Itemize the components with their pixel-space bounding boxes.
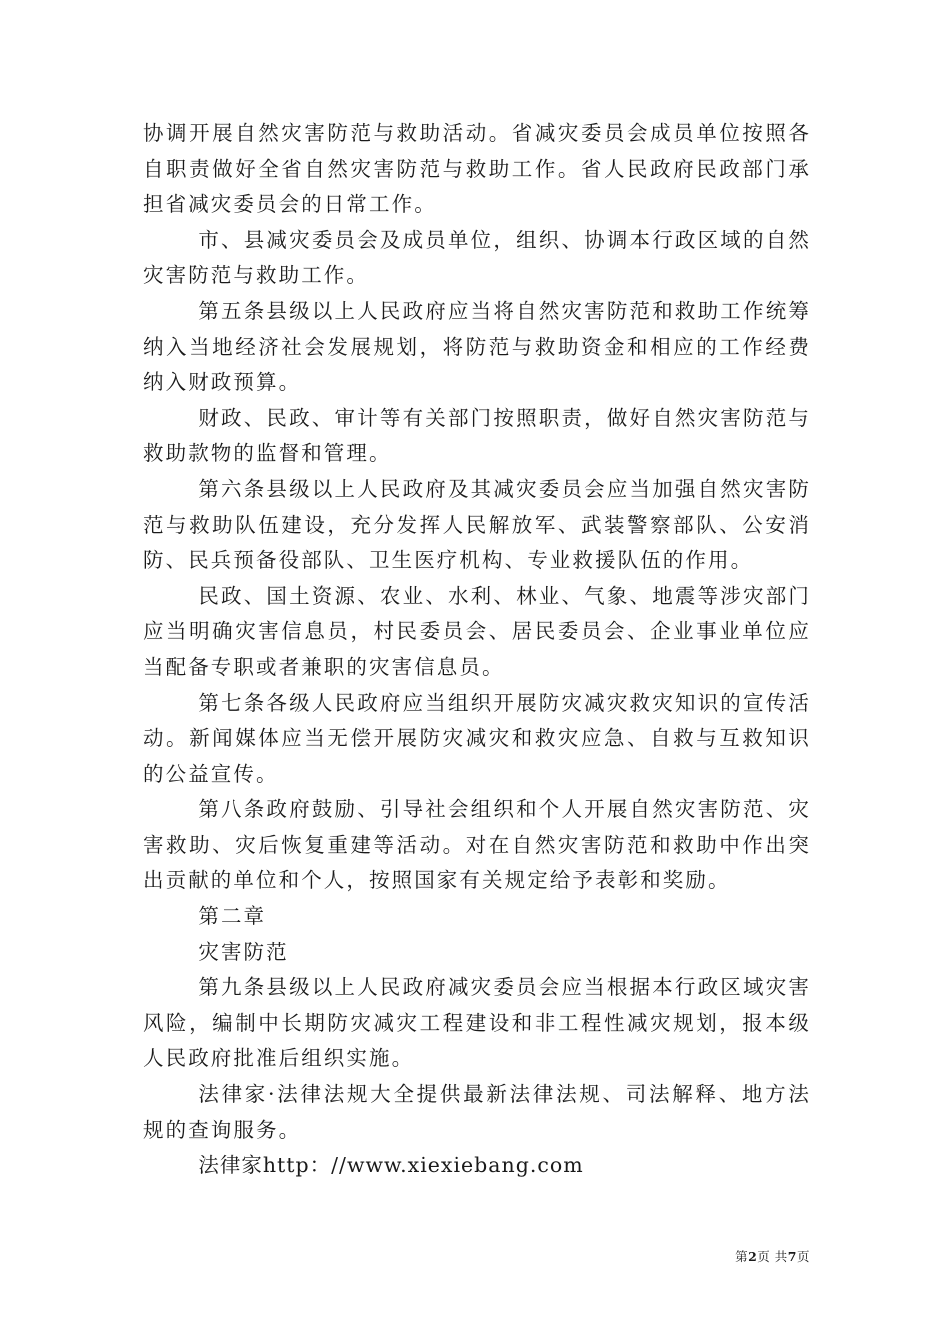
current-page-number: 2	[748, 1249, 758, 1264]
article-5: 第五条县级以上人民政府应当将自然灾害防范和救助工作统筹纳入当地经济社会发展规划，将防范与救助资金和相应的工作经费纳入财政预算。	[143, 298, 811, 395]
footer-suffix: 页	[796, 1249, 810, 1264]
website-line: 法律家http：//www.xiexiebang.com	[198, 1153, 584, 1178]
paragraph: 市、县减灾委员会及成员单位，组织、协调本行政区域的自然灾害防范与救助工作。	[143, 227, 811, 288]
service-note: 法律家·法律法规大全提供最新法律法规、司法解释、地方法规的查询服务。	[143, 1082, 811, 1142]
footer-prefix: 第	[735, 1249, 749, 1264]
paragraph: 民政、国土资源、农业、水利、林业、气象、地震等涉灾部门应当明确灾害信息员，村民委员会、居民委员会、企业事业单位应当配备专职或者兼职的灾害信息员。	[143, 583, 811, 679]
chapter-heading: 第二章	[198, 904, 267, 929]
article-9: 第九条县级以上人民政府减灾委员会应当根据本行政区域灾害风险，编制中长期防灾减灾工程建设和非工程性减灾规划，报本级人民政府批准后组织实施。	[143, 975, 811, 1071]
page-number-footer	[690, 1247, 810, 1265]
footer-middle: 页 共	[757, 1249, 788, 1264]
total-page-number: 7	[787, 1249, 797, 1264]
article-7: 第七条各级人民政府应当组织开展防灾减灾救灾知识的宣传活动。新闻媒体应当无偿开展防灾减灾和救灾应急、自救与互救知识的公益宣传。	[143, 690, 811, 786]
chapter-title: 灾害防范	[198, 939, 289, 964]
article-8: 第八条政府鼓励、引导社会组织和个人开展自然灾害防范、灾害救助、灾后恢复重建等活动。对在自然灾害防范和救助中作出突出贡献的单位和个人，按照国家有关规定给予表彰和奖励。	[143, 797, 811, 893]
paragraph-continuation: 协调开展自然灾害防范与救助活动。省减灾委员会成员单位按照各自职责做好全省自然灾害防范与救助工作。省人民政府民政部门承担省减灾委员会的日常工作。	[143, 121, 811, 217]
article-6: 第六条县级以上人民政府及其减灾委员会应当加强自然灾害防范与救助队伍建设，充分发挥人民解放军、武装警察部队、公安消防、民兵预备役部队、卫生医疗机构、专业救援队伍的作用。	[143, 476, 811, 573]
document-body	[143, 116, 811, 1184]
paragraph: 财政、民政、审计等有关部门按照职责，做好自然灾害防范与救助款物的监督和管理。	[143, 405, 811, 466]
